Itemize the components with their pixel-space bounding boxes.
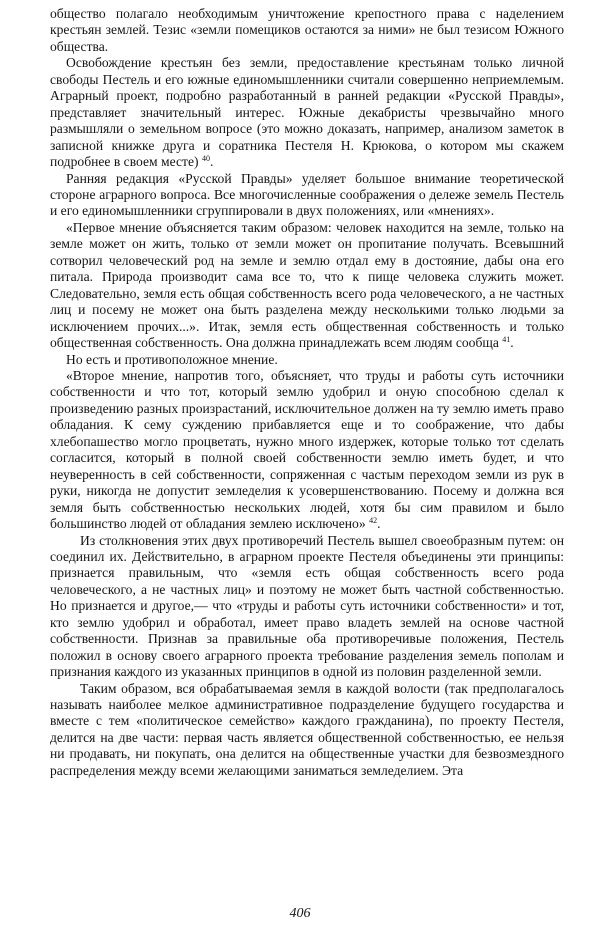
footnote-40: 40 [201, 154, 210, 164]
paragraph-2 [50, 55, 564, 170]
footnote-42: 42 [369, 516, 378, 526]
quote-second-opinion-text: «Второе мнение, напротив того, объясняет, что труды и работы суть источники собственности и что тот, который землю удобрил и оную способною сделал к произведению разных произрастаний, исключительное должен на ту землю иметь право обладания. К сему суждению прибавляется еще и то соображение, что дабы хлебопашество могло процветать, нужно много издержек, которые только тот сделать согласится, который в полной своей собственности землю иметь будет, и что неуверенность в сей собственности, сопряженная с частым переходом земли из рук в руки, никогда не допустит земледелия к усовершенствованию. Посему и должна вся земля быть собственностью нескольких людей, хотя бы сим правилом и было большинство людей от обладания землею исключено» [50, 367, 564, 532]
paragraph-3-text: Ранняя редакция «Русской Правды» уделяет большое внимание теоретической стороне аграрного вопроса. Все многочисленные соображения о дележе земель Пестель и его единомышленники сгруппировали в двух положениях, или «мнениях». [50, 170, 564, 219]
quote-second-opinion [50, 368, 564, 533]
paragraph-3 [50, 171, 564, 220]
paragraph-2-text: Освобождение крестьян без земли, предоставление крестьянам только личной свободы Пестель и его южные единомышленники считали совершенно неприемлемым. Аграрный проект, подробно разработанный в ранней редакции «Русской Правды», представляет значительный интерес. Южные декабристы чрезвычайно много размышляли о земельном вопросе (это можно доказать, например, анализом заметок в записной книжке друга и соратника Пестеля Н. Крюкова, о котором мы скажем подробнее в своем месте) [50, 55, 564, 170]
paragraph-5 [50, 352, 564, 368]
paragraph-1 [50, 6, 564, 55]
paragraph-8 [50, 681, 564, 780]
quote-first-opinion-text: «Первое мнение объясняется таким образом: человек находится на земле, только на земле может он жить, только от земли может он пропитание получать. Всевышний сотворил человеческий род на земле и землю отдал ему в достояние, дабы она его питала. Природа производит сама все то, что к пище человека служить может. Следовательно, земля есть общая собственность всего рода человеческого, а не частных лиц и посему не может она быть разделена между несколькими только людьми за исключением прочих...». Итак, земля есть общественная собственность и только общественная собственность. Она должна принадлежать всем людям сообща [50, 219, 564, 351]
paragraph-7 [50, 533, 564, 681]
quote-second-opinion-tail: . [377, 516, 381, 532]
paragraph-5-text: Но есть и противоположное мнение. [66, 351, 278, 367]
paragraph-1-text: общество полагало необходимым уничтожение крепостного права с наделением крестьян землей. Тезис «земли помещиков остаются за ними» не был тезисом Южного общества. [50, 6, 564, 54]
paragraph-2-tail: . [209, 154, 214, 170]
page-number: 406 [289, 906, 311, 921]
paragraph-8-text: Таким образом, вся обрабатываемая земля в каждой волости (так предполагалось называть наиболее мелкое административное подразделение будущего государства и вместе с тем «политическое семейство» каждого гражданина), по проекту Пестеля, делится на две части: первая часть является общественной собственностью, ее нельзя ни продавать, ни покупать, она делится на общественные участки для безвозмездного распределения между всеми желающими заниматься земледелием. Эта [50, 680, 564, 778]
quote-first-opinion [50, 220, 564, 352]
footnote-41: 41 [502, 335, 511, 345]
paragraph-7-text: Из столкновения этих двух противоречий Пестель вышел своеобразным путем: он соединил их. Действительно, в аграрном проекте Пестеля объединены эти принципы: признается правильным, что «земля есть общая собственность всего рода человеческого, а не частных лиц» и поэтому не может быть частной собственностью. Но признается и другое,— что «труды и работы суть источники собственности» и тот, кто землю удобрил и обработал, имеет право владеть землей на основе частной собственности. Признав за правильные оба противоречивые положения, Пестель положил в основу своего аграрного проекта требование разделения земель пополам и признания каждого из указанных принципов в одной из половин разделенной земли. [50, 532, 564, 680]
book-page [50, 6, 564, 779]
quote-first-opinion-tail: . [510, 335, 514, 351]
